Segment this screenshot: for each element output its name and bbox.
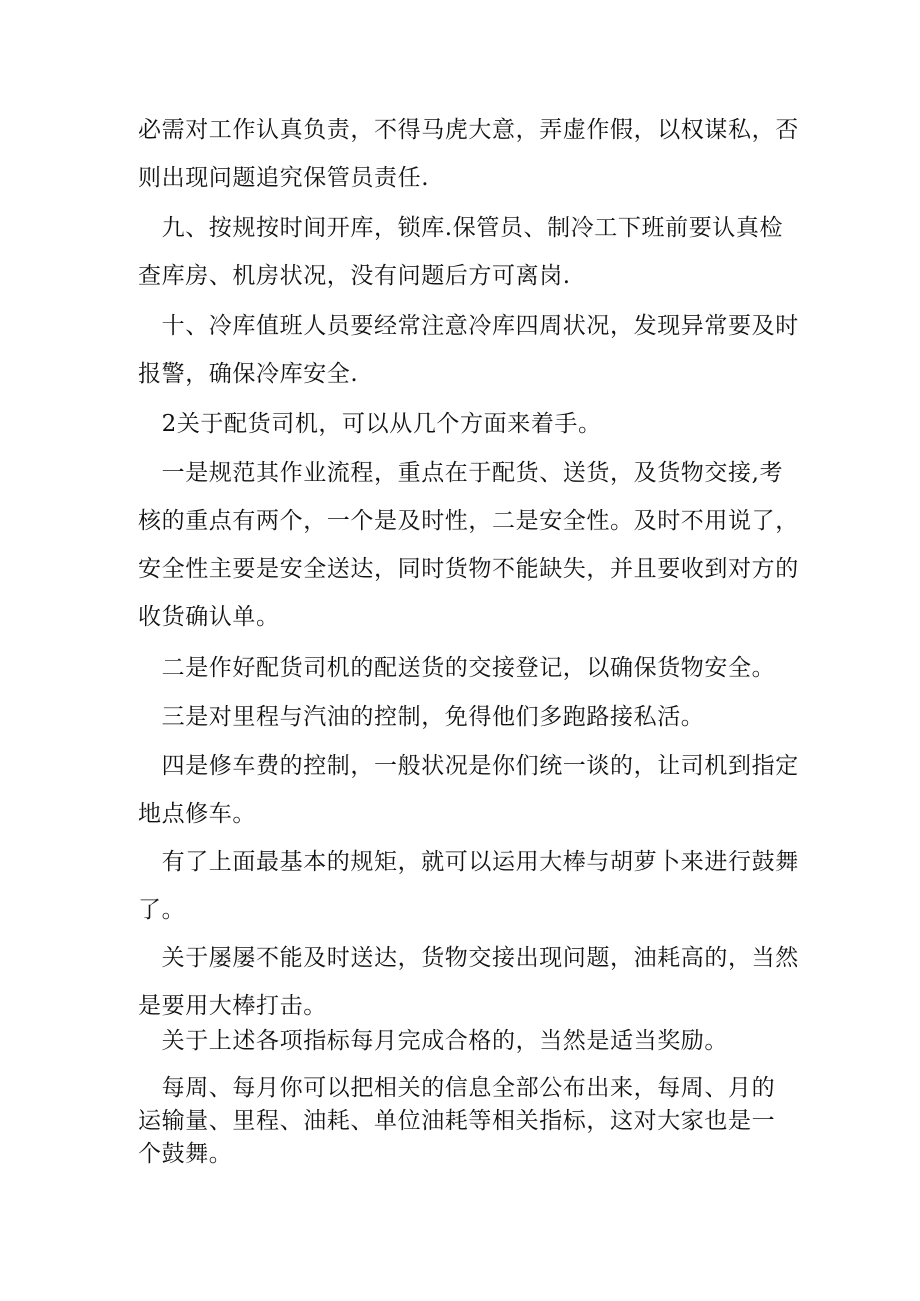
text-line: 十、冷库值班人员要经常注意冷库四周状况，发现异常要及时 — [138, 313, 799, 339]
text-line: 了。 — [138, 897, 186, 923]
text-line: 关于上述各项指标每月完成合格的，当然是适当奖励。 — [138, 1028, 728, 1054]
text-line: 二是作好配货司机的配送货的交接登记，以确保货物安全。 — [138, 655, 776, 681]
paragraph-item-nine — [138, 204, 788, 300]
text-line: 有了上面最基本的规矩，就可以运用大棒与胡萝卜来进行鼓舞 — [138, 849, 799, 875]
paragraph-responsibility — [138, 106, 799, 202]
text-line: 个鼓舞。 — [138, 1141, 233, 1167]
paragraph-item-ten — [138, 302, 799, 398]
text-line: 运输量、里程、油耗、单位油耗等相关指标，这对大家也是一 — [138, 1108, 776, 1134]
paragraph-carrot-and-stick — [138, 838, 799, 934]
paragraph-section-2-heading — [138, 400, 788, 448]
text-line: 必需对工作认真负责，不得马虎大意，弄虚作假，以权谋私，否 — [138, 117, 799, 143]
text-line: 则出现问题追究保管员责任. — [138, 165, 430, 191]
text-line: 关于屡屡不能及时送达，货物交接出现问题，油耗高的，当然 — [138, 945, 799, 971]
paragraph-point-one — [138, 449, 799, 641]
text-line: 安全性主要是安全送达，同时货物不能缺失，并且要收到对方的 — [138, 556, 799, 582]
text-line: 2关于配货司机，可以从几个方面来着手。 — [138, 411, 602, 437]
text-line: 报警，确保冷库安全. — [138, 361, 359, 387]
text-line: 是要用大棒打击。 — [138, 993, 327, 1019]
text-line: 地点修车。 — [138, 801, 256, 827]
text-line: 收货确认单。 — [138, 604, 280, 630]
text-line: 核的重点有两个，一个是及时性，二是安全性。及时不用说了， — [138, 508, 799, 534]
text-line: 三是对里程与汽油的控制，免得他们多跑路接私活。 — [138, 704, 705, 730]
paragraph-point-four — [138, 742, 799, 838]
paragraph-reward — [138, 1025, 788, 1058]
paragraph-point-three — [138, 693, 788, 741]
text-line: 九、按规按时间开库，锁库.保管员、制冷工下班前要认真检 — [138, 215, 784, 241]
paragraph-publish-metrics — [138, 1072, 788, 1171]
text-line: 一是规范其作业流程，重点在于配货、送货，及货物交接,考 — [138, 460, 784, 486]
text-line: 每周、每月你可以把相关的信息全部公布出来，每周、月的 — [138, 1075, 776, 1101]
paragraph-penalty — [138, 934, 799, 1030]
text-line: 查库房、机房状况，没有问题后方可离岗. — [138, 263, 571, 289]
paragraph-point-two — [138, 644, 788, 692]
text-line: 四是修车费的控制，一般状况是你们统一谈的，让司机到指定 — [138, 753, 799, 779]
